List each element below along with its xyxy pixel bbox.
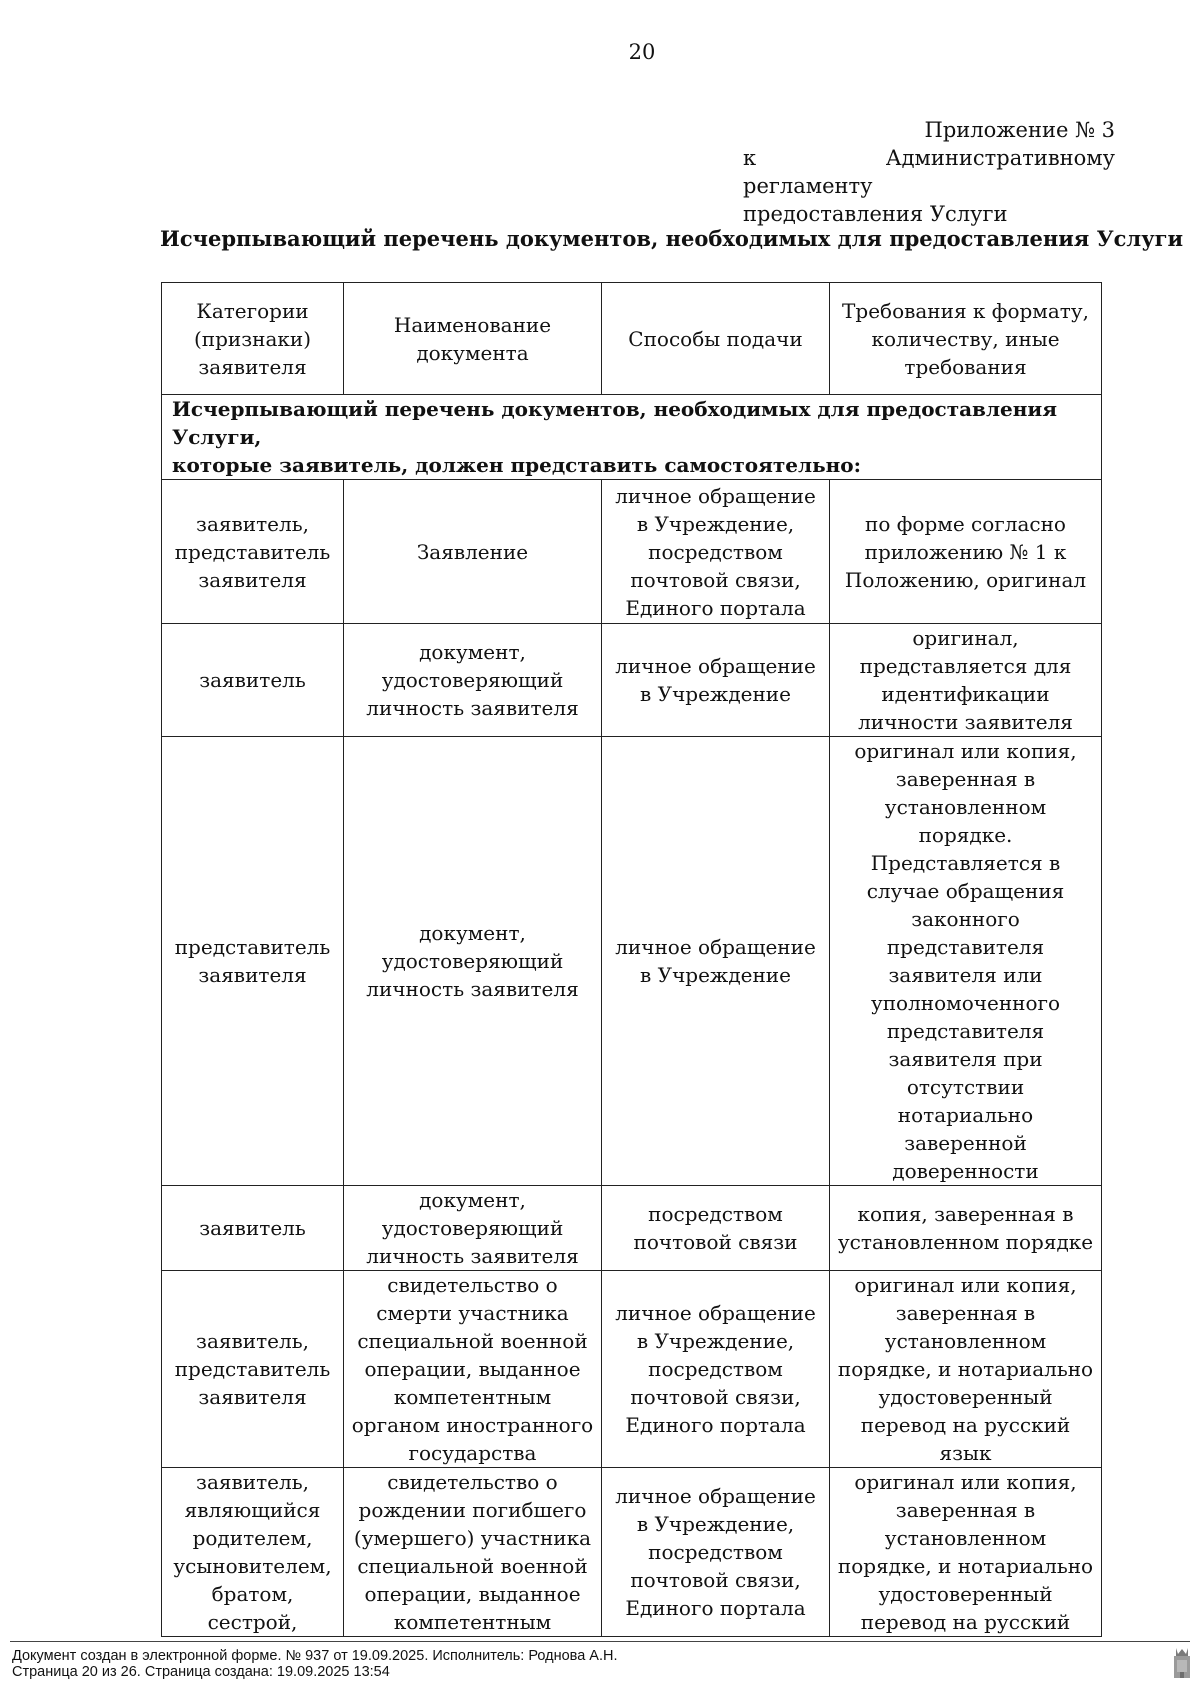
cell-line: представителя [886,1019,1045,1043]
cell-line: заверенная в [895,1301,1036,1325]
appendix-number: Приложение № 3 [924,118,1115,142]
cell-line: документ, [419,921,526,945]
cell-line: посредством [648,1540,783,1564]
section-title [162,395,1102,480]
cell-line: представитель [174,1357,331,1381]
cell-submission-method [602,737,830,1186]
cell-line: доверенности [892,1159,1039,1183]
cell-line: установленном [884,795,1047,819]
cell-applicant-category [162,1271,344,1468]
cell-line: уполномоченного [870,991,1061,1015]
cell-line: в Учреждение, [636,1512,795,1536]
cell-line: удостоверенный [878,1582,1053,1606]
footer-divider [10,1641,1190,1642]
cell-line: заявителя или [888,963,1043,987]
cell-applicant-category [162,624,344,737]
page-number: 20 [628,40,656,64]
cell-applicant-category [162,1468,344,1637]
cell-line: документа [416,340,529,365]
cell-line: смерти участника [376,1301,569,1325]
table-row [162,624,1102,737]
cell-line: документ, [419,640,526,664]
cell-line: установленном порядке [837,1230,1094,1254]
cell-document-name [344,1186,602,1271]
cell-line: заявителя [198,354,307,379]
cell-line: заявитель [199,1216,306,1240]
header-cell-applicant-category [162,283,344,395]
cell-line: компетентным [393,1610,552,1634]
cell-line: требования [904,354,1027,379]
cell-line: Положению, оригинал [844,567,1087,592]
cell-line: нотариально [897,1103,1034,1127]
cell-line: Единого портала [625,1413,806,1437]
cell-line: идентификации [881,682,1050,706]
cell-line: личность заявителя [366,1244,579,1268]
cell-applicant-category [162,480,344,624]
cell-line: оригинал или копия, [854,1470,1077,1494]
cell-line: компетентным [393,1385,552,1409]
appendix-reference: к Административному регламенту [743,146,1115,198]
cell-line: (умершего) участника [353,1526,592,1550]
cell-line: операции, выданное [364,1357,581,1381]
cell-line: в Учреждение, [636,511,795,536]
cell-line: порядке. [918,823,1013,847]
cell-line: почтовой связи, [630,1568,801,1592]
cell-requirements [830,1271,1102,1468]
cell-line: оригинал или копия, [854,739,1077,763]
cell-line: посредством [648,1202,783,1226]
cell-line: документ, [419,1188,526,1212]
cell-line: являющийся [184,1498,321,1522]
cell-line: заявителя [198,963,307,987]
appendix-service: предоставления Услуги [743,202,1008,226]
cell-line: по форме согласно [865,511,1066,536]
cell-submission-method [602,1186,830,1271]
cell-line: Категории [196,298,309,323]
cell-line: государства [408,1441,537,1465]
cell-line: удостоверенный [878,1385,1053,1409]
footer-document-info: Документ создан в электронной форме. № 937 от 19.09.2025. Исполнитель: Роднова А.Н. [12,1648,618,1664]
cell-line: копия, заверенная в [857,1202,1074,1226]
cell-line: удостоверяющий [381,1216,564,1240]
cell-line: язык [939,1441,992,1465]
cell-line: законного [911,907,1020,931]
document-footer [12,1648,618,1680]
cell-requirements [830,737,1102,1186]
cell-line: личное обращение [615,483,816,508]
cell-line: (признаки) [193,326,312,351]
cell-document-name [344,1468,602,1637]
document-heading: Исчерпывающий перечень документов, необходимых для предоставления Услуги [160,226,1184,251]
cell-line: оригинал, [912,626,1019,650]
cell-line: отсутствии [906,1075,1025,1099]
cell-line: братом, [211,1582,294,1606]
cell-line: представитель [174,539,331,564]
cell-line: количеству, иные [871,326,1060,351]
coat-of-arms-icon [1172,1646,1192,1682]
footer-page-info: Страница 20 из 26. Страница создана: 19.09.2025 13:54 [12,1664,390,1680]
cell-document-name [344,624,602,737]
cell-line: установленном [884,1329,1047,1353]
cell-submission-method [602,624,830,737]
cell-line: перевод на русский [860,1413,1071,1437]
cell-line: Способы подачи [628,326,803,351]
cell-document-name [344,480,602,624]
cell-line: операции, выданное [364,1582,581,1606]
cell-line: заявителя [198,567,307,592]
cell-requirements [830,1468,1102,1637]
cell-line: почтовой связи, [630,567,801,592]
cell-line: заявитель [199,668,306,692]
cell-line: специальной военной [357,1329,588,1353]
cell-line: порядке, и нотариально [837,1357,1094,1381]
cell-line: Исчерпывающий перечень документов, необходимых для предоставления Услуги, [172,397,1058,449]
cell-line: рождении погибшего [358,1498,587,1522]
cell-line: личное обращение [615,1301,816,1325]
cell-submission-method [602,480,830,624]
cell-line: личности заявителя [858,710,1073,734]
cell-line: почтовой связи, [630,1385,801,1409]
cell-applicant-category [162,737,344,1186]
cell-line: случае обращения [866,879,1065,903]
cell-line: органом иностранного [351,1413,594,1437]
cell-requirements [830,1186,1102,1271]
cell-line: заявитель, [196,1470,309,1494]
cell-line: Представляется в [870,851,1061,875]
cell-line: посредством [648,539,783,564]
cell-line: в Учреждение, [636,1329,795,1353]
cell-line: родителем, [192,1526,313,1550]
cell-line: которые заявитель, должен представить самостоятельно: [172,453,862,477]
cell-line: заявитель, [196,1329,309,1353]
cell-document-name [344,1271,602,1468]
cell-line: порядке, и нотариально [837,1554,1094,1578]
cell-line: перевод на русский [860,1610,1071,1634]
cell-line: посредством [648,1357,783,1381]
cell-submission-method [602,1468,830,1637]
cell-line: Требования к формату, [842,298,1089,323]
table-row [162,1468,1102,1637]
cell-line: заявителя [198,1385,307,1409]
header-cell-requirements [830,283,1102,395]
cell-line: в Учреждение [640,963,791,987]
table-row [162,1271,1102,1468]
cell-line: личное обращение [615,654,816,678]
cell-line: почтовой связи [633,1230,798,1254]
cell-line: представителя [886,935,1045,959]
cell-line: приложению № 1 к [864,539,1067,564]
cell-submission-method [602,1271,830,1468]
cell-line: заверенной [904,1131,1027,1155]
cell-line: заверенная в [895,1498,1036,1522]
table-row [162,737,1102,1186]
cell-line: свидетельство о [387,1273,558,1297]
cell-line: оригинал или копия, [854,1273,1077,1297]
cell-line: представляется для [859,654,1072,678]
cell-line: личное обращение [615,1484,816,1508]
header-cell-document-name [344,283,602,395]
documents-table [161,282,1102,1637]
cell-line: удостоверяющий [381,668,564,692]
cell-line: личность заявителя [366,977,579,1001]
cell-line: специальной военной [357,1554,588,1578]
cell-line: заявитель, [196,511,309,536]
cell-line: сестрой, [207,1610,298,1634]
cell-line: установленном [884,1526,1047,1550]
cell-line: Единого портала [625,1596,806,1620]
cell-line: Единого портала [625,595,806,620]
cell-document-name [344,737,602,1186]
cell-line: представитель [174,935,331,959]
cell-line: в Учреждение [640,682,791,706]
section-row [162,395,1102,480]
cell-line: свидетельство о [387,1470,558,1494]
cell-line: удостоверяющий [381,949,564,973]
cell-requirements [830,480,1102,624]
cell-line: заверенная в [895,767,1036,791]
cell-line: личное обращение [615,935,816,959]
cell-line: Заявление [416,539,529,564]
table-row [162,1186,1102,1271]
table-row [162,480,1102,624]
cell-line: заявителя при [888,1047,1043,1071]
table-header-row [162,283,1102,395]
cell-applicant-category [162,1186,344,1271]
cell-line: Наименование [393,312,552,337]
cell-line: усыновителем, [173,1554,332,1578]
cell-line: личность заявителя [366,696,579,720]
header-cell-submission-method [602,283,830,395]
cell-requirements [830,624,1102,737]
appendix-caption [743,116,1115,228]
